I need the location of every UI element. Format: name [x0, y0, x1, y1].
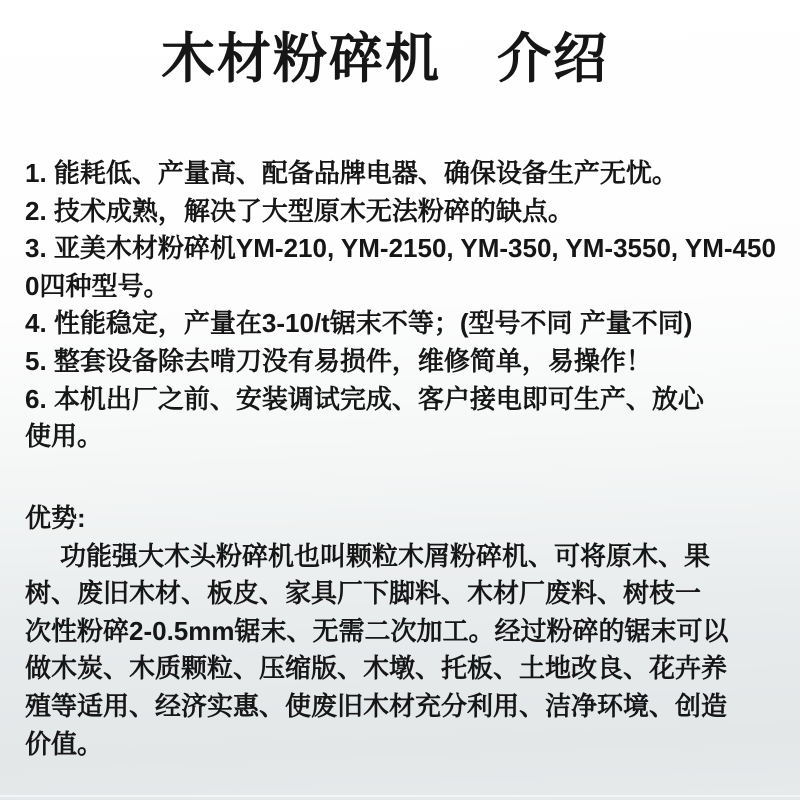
- feature-line: 1. 能耗低、产量高、配备品牌电器、确保设备生产无忧。: [25, 158, 678, 188]
- advantages-line: 功能强大木头粉碎机也叫颗粒木屑粉碎机、可将原木、果: [60, 540, 711, 571]
- feature-line: 6. 本机出厂之前、安装调试完成、客户接电即可生产、放心: [25, 383, 704, 414]
- advantages-line: 价值。: [25, 728, 104, 759]
- advantages-line: 做木炭、木质颗粒、压缩版、木墩、托板、土地改良、花卉养: [25, 653, 728, 684]
- advantages-heading: 优势:: [25, 503, 86, 533]
- feature-line: 0四种型号。: [25, 270, 170, 301]
- feature-line: 使用。: [25, 421, 104, 452]
- feature-line: 2. 技术成熟，解决了大型原木无法粉碎的缺点。: [25, 195, 574, 226]
- advantages-line: 次性粉碎2-0.5mm锯末、无需二次加工。经过粉碎的锯末可以: [25, 615, 729, 646]
- bottom-highlight-line: [0, 795, 800, 797]
- advantages-section: [25, 500, 785, 763]
- advantages-line: 殖等适用、经济实惠、使废旧木材充分利用、洁净环境、创造: [25, 690, 728, 721]
- advantages-paragraph: [25, 538, 785, 764]
- page-title: 木材粉碎机 介绍: [161, 29, 609, 89]
- advantages-line: 树、废旧木材、板皮、家具厂下脚料、木材厂废料、树枝一: [25, 578, 702, 609]
- feature-list: [25, 155, 785, 456]
- feature-line: 5. 整套设备除去啃刀没有易损件，维修简单，易操作！: [25, 345, 652, 376]
- feature-line: 3. 亚美木材粉碎机YM-210, YM-2150, YM-350, YM-3550, YM-450: [25, 233, 776, 264]
- feature-line: 4. 性能稳定，产量在3-10/t锯末不等；(型号不同 产量不同): [25, 308, 693, 339]
